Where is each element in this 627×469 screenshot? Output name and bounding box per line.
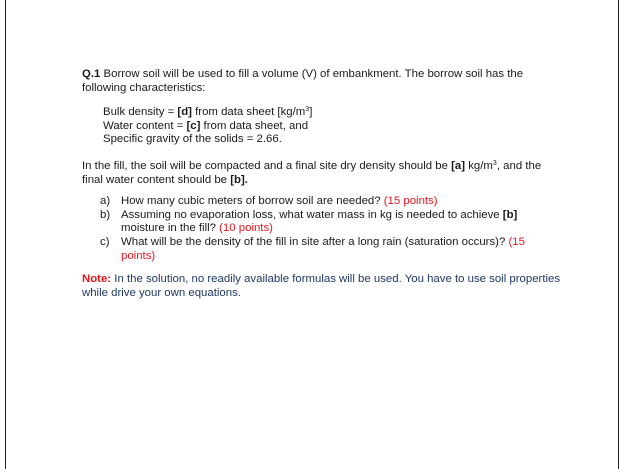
question-intro <box>82 68 562 95</box>
final-water-content-var: [b]. <box>230 173 248 186</box>
bulk-density-var: [d] <box>177 106 192 119</box>
question-intro-text: Borrow soil will be used to fill a volume (V) of embankment. The borrow soil has the following characteristics: <box>82 68 524 94</box>
question-marker: a) <box>100 195 111 208</box>
question-var: [b] <box>502 208 518 221</box>
bulk-density-line <box>103 106 562 120</box>
question-text-tail: moisture in the fill? <box>121 222 220 235</box>
document-page <box>5 0 619 469</box>
specific-gravity-line: Specific gravity of the solids = 2.66. <box>103 133 282 146</box>
fill-statement-part1: In the fill, the soil will be compacted and a final site dry density should be <box>82 159 452 172</box>
fill-statement-exponent: 3 <box>492 159 497 167</box>
question-item-b <box>100 209 562 236</box>
fill-statement-unit: kg/m <box>465 159 493 172</box>
question-text: How many cubic meters of borrow soil are needed? <box>121 195 384 208</box>
question-points: (15 points) <box>121 235 525 262</box>
soil-characteristics <box>103 106 562 147</box>
question-text: Assuming no evaporation loss, what water mass in kg is needed to achieve <box>121 208 503 221</box>
bulk-density-label: Bulk density = <box>103 106 178 119</box>
fill-statement <box>82 160 562 187</box>
bulk-density-suffix: from data sheet [kg/m <box>191 106 306 119</box>
bulk-density-exponent: 3 <box>305 106 310 114</box>
water-content-suffix: from data sheet, and <box>200 119 309 132</box>
question-text: What will be the density of the fill in site after a long rain (saturation occurs)? <box>121 235 509 248</box>
note-text: In the solution, no readily available formulas will be used. You have to use soil properties while drive your own equations. <box>82 273 561 299</box>
water-content-var: [c] <box>186 119 201 132</box>
question-marker: c) <box>100 235 110 248</box>
question-number: Q.1 <box>82 68 101 80</box>
question-points: (15 points) <box>383 195 438 208</box>
dry-density-var: [a] <box>451 159 466 172</box>
question-list <box>82 195 562 263</box>
question-item-a <box>100 195 562 209</box>
water-content-line <box>103 120 562 134</box>
bulk-density-close: ] <box>309 106 313 119</box>
question-points: (10 points) <box>219 222 273 235</box>
question-item-c <box>100 236 562 263</box>
question-marker: b) <box>100 208 111 221</box>
water-content-label: Water content = <box>103 119 187 132</box>
note-paragraph <box>82 273 562 300</box>
note-label: Note: <box>82 273 112 286</box>
document-content <box>82 68 562 300</box>
fill-statement-part3: , and the final water content should be <box>82 159 542 186</box>
